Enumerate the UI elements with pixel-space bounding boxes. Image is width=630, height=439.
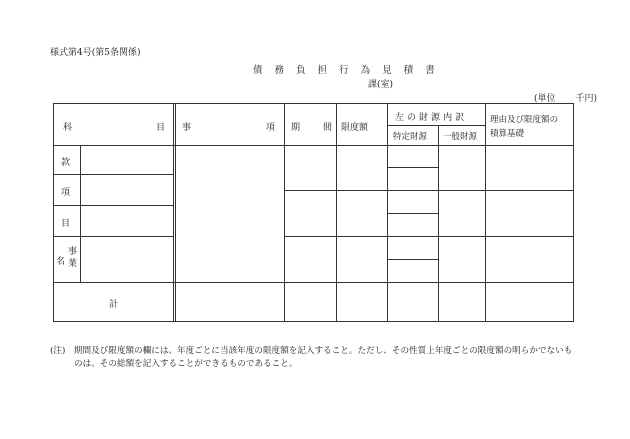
zaigen-char: 訳 (455, 113, 465, 123)
row-label-jigyou-1: 事 (68, 247, 78, 257)
row-label-moku: 目 (61, 219, 71, 229)
title-char: 積 (403, 65, 414, 76)
zaigen-char: 源 (431, 113, 441, 123)
unit-open: (単位 (534, 94, 556, 104)
header-jikou-right: 項 (266, 123, 276, 133)
footnote (50, 345, 625, 371)
form-number: 様式第4号(第5条関係) (50, 48, 141, 58)
header-kamoku-right: 目 (156, 123, 166, 133)
footnote-line1: (注) 期間及び限度額の欄には、年度ごとに当該年度の限度額を記入すること。ただし、その性質上年度ごとの限度額の明らかでないも (50, 346, 573, 356)
header-jikou-left: 事 (182, 123, 192, 133)
title-char: 書 (425, 65, 435, 76)
section-label: 課(室) (368, 80, 394, 90)
row-label-total: 計 (109, 300, 119, 310)
title-char: 見 (382, 65, 392, 76)
row-label-kou: 項 (61, 188, 71, 198)
row-label-jigyou (68, 246, 77, 270)
title-char: 負 (296, 65, 306, 76)
row-label-jigyou-2: 業 (68, 259, 78, 269)
title-char: 務 (274, 65, 285, 76)
header-riyu-line2: 積算基礎 (490, 129, 525, 139)
zaigen-char: の (407, 113, 417, 123)
header-kikan-right: 間 (323, 123, 333, 133)
footnote-line2: のは、その総額を記入することができるものであること。 (74, 359, 298, 369)
title-char: 行 (339, 65, 349, 76)
zaigen-char: 内 (443, 113, 453, 123)
unit-close: 千円) (575, 94, 598, 104)
title-char: 債 (253, 65, 263, 76)
header-riyu-line1: 理由及び限度額の (490, 115, 559, 125)
header-gendogaku: 限度額 (341, 123, 369, 133)
row-label-mei: 名 (56, 257, 66, 267)
header-ippan-zaigen: 一般財源 (443, 132, 478, 142)
row-label-kan: 款 (61, 158, 71, 168)
header-tokutei-zaigen: 特定財源 (393, 132, 428, 142)
title-char: 為 (360, 65, 371, 76)
header-kamoku-left: 科 (63, 123, 73, 133)
zaigen-char: 財 (419, 113, 429, 123)
header-kikan-left: 期 (291, 123, 301, 133)
title-char: 担 (317, 65, 328, 76)
zaigen-char: 左 (395, 113, 405, 123)
header-zaigen-uchiwake (395, 110, 464, 123)
